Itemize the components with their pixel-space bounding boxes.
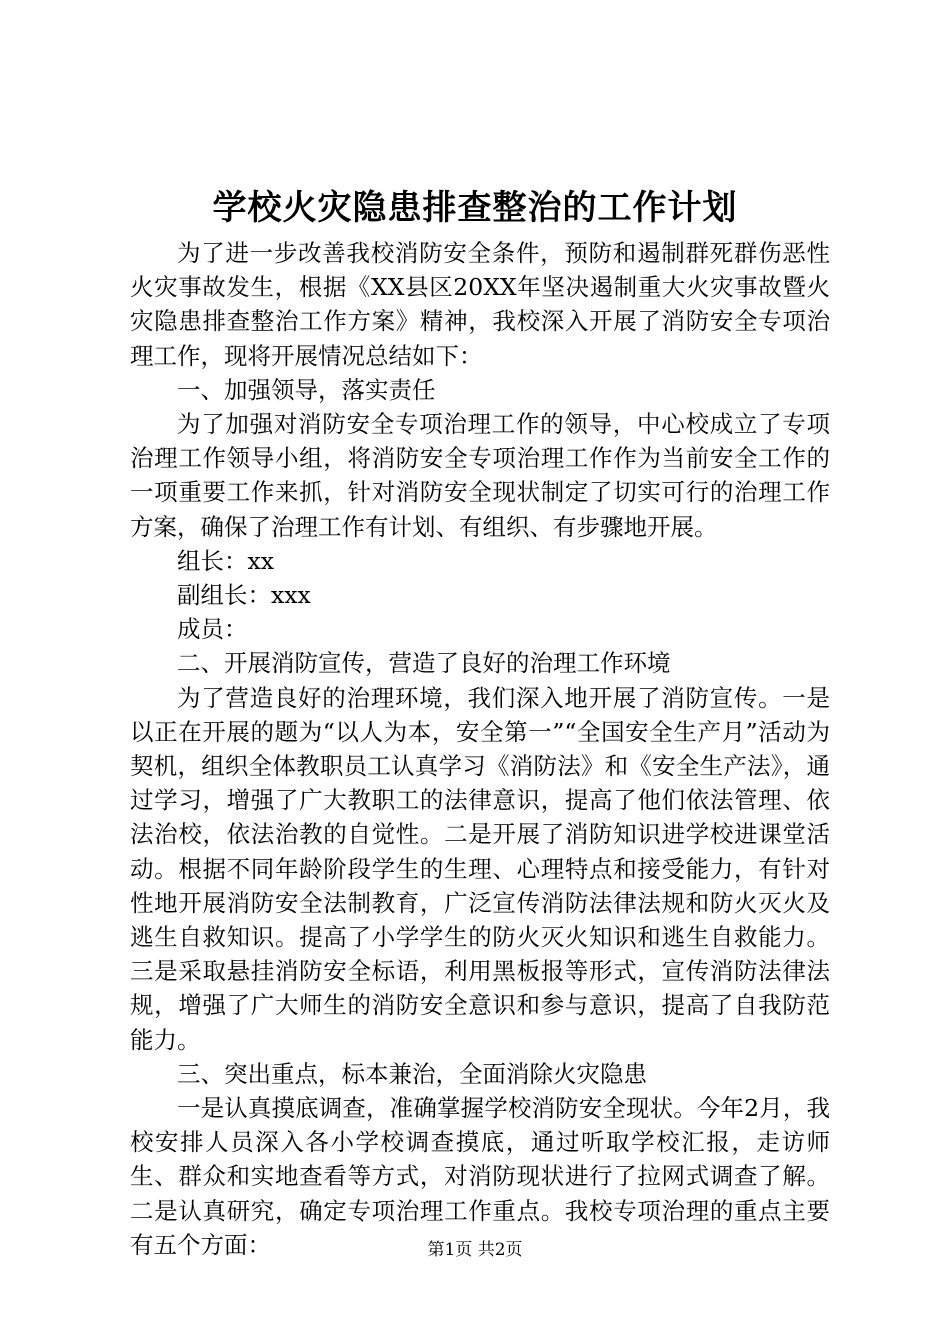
section-2-paragraph: 为了营造良好的治理环境，我们深入地开展了消防宣传。一是以正在开展的题为“以人为本，安全第一”“全国安全生产月”活动为契机，组织全体教职员工认真学习《消防法》和《安全生产法》，通过学习，增强了广大教职工的法律意识，提高了他们依法管理、依法治校，依法治教的自觉性。二是开展了消防知识进学校进课堂活动。根据不同年龄阶段学生的生理、心理特点和接受能力，有针对性地开展消防安全法制教育，广泛宣传消防法律法规和防火灭火及逃生自救知识。提高了小学学生的防火灭火知识和逃生自救能力。三是采取悬挂消防安全标语，利用黑板报等形式，宣传消防法律法规，增强了广大师生的消防安全意识和参与意识，提高了自我防范能力。 <box>130 683 830 1054</box>
deputy-leader-line: 副组长：xxx <box>177 581 311 610</box>
document-title: 学校火灾隐患排查整治的工作计划 <box>212 188 738 228</box>
members-line: 成员： <box>177 615 248 644</box>
section-heading-2: 二、开展消防宣传，营造了良好的治理工作环境 <box>177 649 671 678</box>
page-footer: 第1页 共2页 <box>427 1240 523 1260</box>
section-heading-3: 三、突出重点，标本兼治，全面消除火灾隐患 <box>177 1059 647 1088</box>
section-heading-1: 一、加强领导，落实责任 <box>177 375 436 404</box>
document-body <box>130 236 830 1262</box>
intro-paragraph: 为了进一步改善我校消防安全条件，预防和遏制群死群伤恶性火灾事故发生，根据《XX县区20XX年坚决遏制重大火灾事故暨火灾隐患排查整治工作方案》精神，我校深入开展了消防安全专项治理工作，现将开展情况总结如下： <box>130 239 830 370</box>
section-3-paragraph: 一是认真摸底调查，准确掌握学校消防安全现状。今年2月，我校安排人员深入各小学校调查摸底，通过听取学校汇报，走访师生、群众和实地查看等方式，对消防现状进行了拉网式调查了解。二是认真研究，确定专项治理工作重点。我校专项治理的重点主要有五个方面： <box>130 1094 830 1259</box>
section-1-paragraph: 为了加强对消防安全专项治理工作的领导，中心校成立了专项治理工作领导小组，将消防安全专项治理工作作为当前安全工作的一项重要工作来抓，针对消防安全现状制定了切实可行的治理工作方案，确保了治理工作有计划、有组织、有步骤地开展。 <box>130 410 830 541</box>
group-leader-line: 组长：xx <box>177 546 275 575</box>
